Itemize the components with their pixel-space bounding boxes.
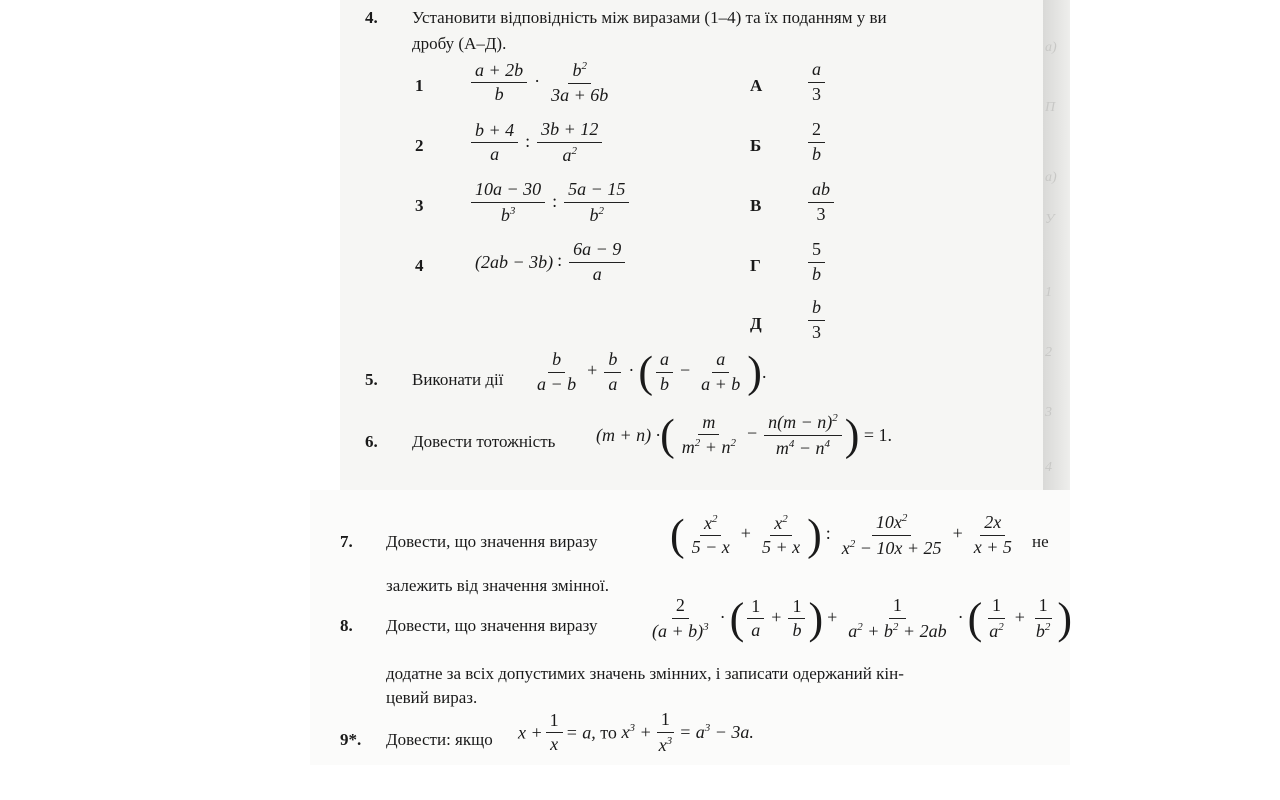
task4-letter-g: Г — [750, 256, 761, 275]
bleed-through-mark: а) — [1045, 40, 1057, 55]
task4-row1-index: 1 — [415, 76, 424, 95]
task4-letter-a: А — [750, 76, 763, 95]
task7-text-end: не — [1032, 532, 1049, 551]
task9-text: Довести: якщо — [386, 730, 493, 749]
task4-number: 4. — [365, 8, 378, 27]
task4-text-line1: Установити відповідність між виразами (1–4) та їх поданням у ви — [412, 8, 887, 27]
task4-answer-d: $\frac{b}{3}$ — [805, 298, 828, 343]
task5-number: 5. — [365, 370, 378, 389]
task7-text-line2: залежить від значення змінної. — [386, 576, 610, 595]
task4-answer-g: $\frac{5}{b}$ — [805, 240, 828, 285]
task7-expression: ( $\frac{x^2}{5 - x}$ + $\frac{x^2}{5 + x}$ ) : $\frac{10x^2}{x^2 - 10x + 25}$ + $\frac{2x}{x + 5}$ — [670, 510, 1012, 560]
bleed-through-mark: 1 — [1045, 285, 1052, 300]
task6-text: Довести тотожність — [412, 432, 556, 451]
task6-number: 6. — [365, 432, 378, 451]
task6-expression: (m + n) ·( $\frac{m}{m^2 + n^2}$ − $\frac{n(m - n)^2}{m^4 - n^4}$ ) = 1. — [596, 410, 893, 460]
task8-number: 8. — [340, 616, 353, 635]
bleed-through-mark: 3 — [1045, 405, 1052, 420]
task8-text-line3: цевий вираз. — [386, 688, 478, 707]
task4-answer-b: $\frac{2}{b}$ — [805, 120, 828, 165]
task8-text: Довести, що значення виразу — [386, 616, 598, 635]
bleed-through-mark: а) — [1045, 170, 1057, 185]
task4-letter-b: Б — [750, 136, 762, 155]
bleed-through-mark: 2 — [1045, 345, 1052, 360]
bleed-through-mark: П — [1045, 100, 1056, 115]
task9-expression: x + $\frac{1}{x}$ = a, то $x^3$ + $\frac{1}{x^3}$ = $a^3 - 3a$. — [518, 709, 754, 755]
task4-expr1: $\frac{a + 2b}{b}$ · $\frac{b^2}{3a + 6b}$ — [468, 60, 615, 106]
task9-number: 9*. — [340, 730, 362, 749]
task4-expr4: (2ab − 3b) : $\frac{6a - 9}{a}$ — [475, 240, 628, 285]
task5-text: Виконати дії — [412, 370, 504, 389]
task4-row3-index: 3 — [415, 196, 424, 215]
task4-row2-index: 2 — [415, 136, 424, 155]
task5-expression: $\frac{b}{a - b}$ + $\frac{b}{a}$ ·( $\frac{a}{b}$ − $\frac{a}{a + b}$ ). — [537, 347, 767, 397]
task8-expression: $\frac{2}{(a + b)^3}$ ·( $\frac{1}{a}$ + $\frac{1}{b}$ ) + $\frac{1}{a^2 + b^2 + 2ab}$ ·( $\frac{1}{a^2}$ + $\frac{1}{b^2}$ ) — [652, 593, 1073, 643]
task4-letter-v: В — [750, 196, 762, 215]
task4-expr2: $\frac{b + 4}{a}$ : $\frac{3b + 12}{a^2}$ — [468, 120, 605, 166]
task4-answer-a: $\frac{a}{3}$ — [805, 60, 828, 105]
task8-text-line2: додатне за всіх допустимих значень змінних, і записати одержаний кін- — [386, 664, 904, 683]
bleed-through-mark: 4 — [1045, 460, 1052, 475]
task4-expr3: $\frac{10a - 30}{b^3}$ : $\frac{5a - 15}{b^2}$ — [468, 180, 632, 226]
task4-letter-d: Д — [750, 314, 762, 333]
task7-number: 7. — [340, 532, 353, 551]
task4-answer-v: $\frac{ab}{3}$ — [805, 180, 837, 225]
task4-row4-index: 4 — [415, 256, 424, 275]
task4-text-line2: дробу (А–Д). — [412, 34, 507, 53]
task7-text: Довести, що значення виразу — [386, 532, 598, 551]
scan-page-bottom — [310, 490, 1073, 765]
bleed-through-mark: У — [1045, 212, 1055, 227]
scan-page-top — [340, 0, 1045, 490]
